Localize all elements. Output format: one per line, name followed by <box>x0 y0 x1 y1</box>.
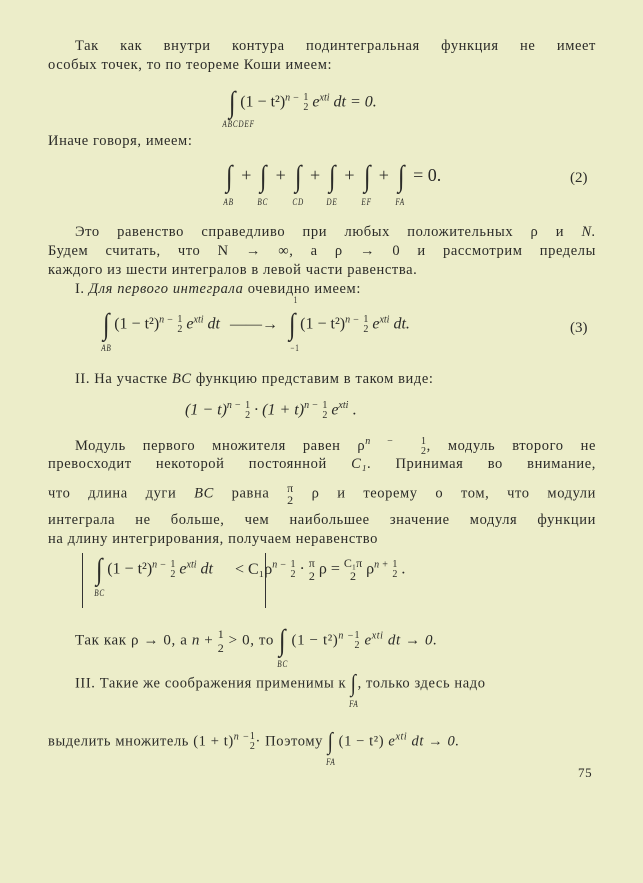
equation-3: ∫ AB $(1 - t^2)^{n -}$ 1 2 $e^{xti}$ dt ——→ ∫ 1 −1 $(1 - t^2)^{n -}$ 1 2 $e^{xti}$ dt. <box>101 295 410 353</box>
integral-sign: ∫ FA <box>326 729 336 767</box>
integral-sign: ∫ AB <box>101 308 112 353</box>
paragraph-line: каждого из шести интегралов в левой части равенства. <box>48 262 418 278</box>
integral-sign: ∫ FA <box>349 671 360 709</box>
equation-sum-integrals <box>223 160 449 207</box>
integral-sign: ∫ DE <box>326 160 338 207</box>
fraction: 1 2 <box>303 92 309 113</box>
paragraph-line: Так как внутри контура подинтегральная функция не имеет <box>75 38 596 54</box>
paragraph-line: что длина дуги BC равна π 2 ρ и теорему о том, что модули <box>48 481 597 507</box>
plus-sign: + <box>309 165 321 186</box>
absolute-value-bar <box>82 553 83 608</box>
integral-sign: ∫ BC <box>94 553 106 598</box>
paragraph-line: на длину интегрирования, получаем неравенство <box>48 531 378 547</box>
paragraph-line: Будем считать, что N → ∞, а ρ → 0 и рассмотрим пределы <box>48 243 596 259</box>
integral-sign: ∫ EF <box>360 160 372 207</box>
equation-inequality: ∫ BC $(1 - t^2)^{n -}$ 1 2 $e^{xti}$ dt < $C_1\rho^{n -}$ 1 2 · π 2 ρ = C₁π 2 $\rho^{n +}$ 1 2 . <box>94 553 406 598</box>
paragraph-line: II. На участке BC функцию представим в таком виде: <box>75 371 434 387</box>
equation-factorization: $(1 - t)^{n -}$ 1 2 · $(1 + t)^{n -}$ 1 2 $e^{xti}$ . <box>185 399 357 421</box>
paragraph-line: Так как ρ → 0, а n + 1 2 > 0, то ∫ BC $(1 - t^2)^{n -}$ 1 2 $e^{xti}$ dt → 0. <box>75 624 438 669</box>
integral-sign: ∫ CD <box>292 160 304 207</box>
paragraph-line: превосходит некоторой постоянной C₁. Принимая во внимание, <box>48 456 596 472</box>
equation-number: (2) <box>570 170 588 186</box>
integral-limit: DE <box>326 197 338 207</box>
paragraph-line: I. Для первого интеграла очевидно имеем: <box>75 281 361 297</box>
plus-sign: + <box>378 165 389 186</box>
paragraph-line: интеграла не больше, чем наибольшее значение модуля функции <box>48 512 596 528</box>
paragraph-line: выделить множитель $(1 + t)^{n -}$ 1 2 · Поэтому ∫ FA (1 − t²) $e^{xti}$ dt → 0. <box>48 729 460 767</box>
paragraph-line: Это равенство справедливо при любых положительных ρ и N. <box>75 224 596 240</box>
integral-sign: ∫ BC <box>257 160 269 207</box>
equation-rhs: = 0. <box>413 165 442 186</box>
page-number: 75 <box>578 765 593 780</box>
paragraph-line: Модуль первого множителя равен $\rho^{n -}$ 1 2 , модуль второго не <box>75 435 596 457</box>
paragraph-line: III. Такие же соображения применимы к ∫ FA , только здесь надо <box>75 671 486 709</box>
integral-limit: EF <box>360 197 372 207</box>
paragraph-line: Иначе говоря, имеем: <box>48 133 193 149</box>
integral-sign: ∫ FA <box>395 160 405 207</box>
integral-limit: BC <box>257 197 269 207</box>
integral-sign: ∫ BC <box>277 624 289 669</box>
equation-number: (3) <box>570 320 588 336</box>
plus-sign: + <box>275 165 286 186</box>
plus-sign: + <box>344 165 355 186</box>
paragraph-line: особых точек, то по теореме Коши имеем: <box>48 57 333 73</box>
integral-sign: ∫ 1 −1 <box>288 295 300 353</box>
integral-sign: ∫ AB <box>223 160 234 207</box>
integral-limit: FA <box>395 197 405 207</box>
integral-limit: AB <box>223 197 234 207</box>
plus-sign: + <box>241 165 252 186</box>
integral-limit: CD <box>292 197 304 207</box>
equation-cauchy: ∫ ABCDEF $(1 - t^2)^{n -}$ 1 2 $e^{xti}$ dt = 0. <box>222 86 377 129</box>
integral-limit: ABCDEF <box>222 119 255 129</box>
integral-sign: ∫ ABCDEF <box>222 86 255 129</box>
